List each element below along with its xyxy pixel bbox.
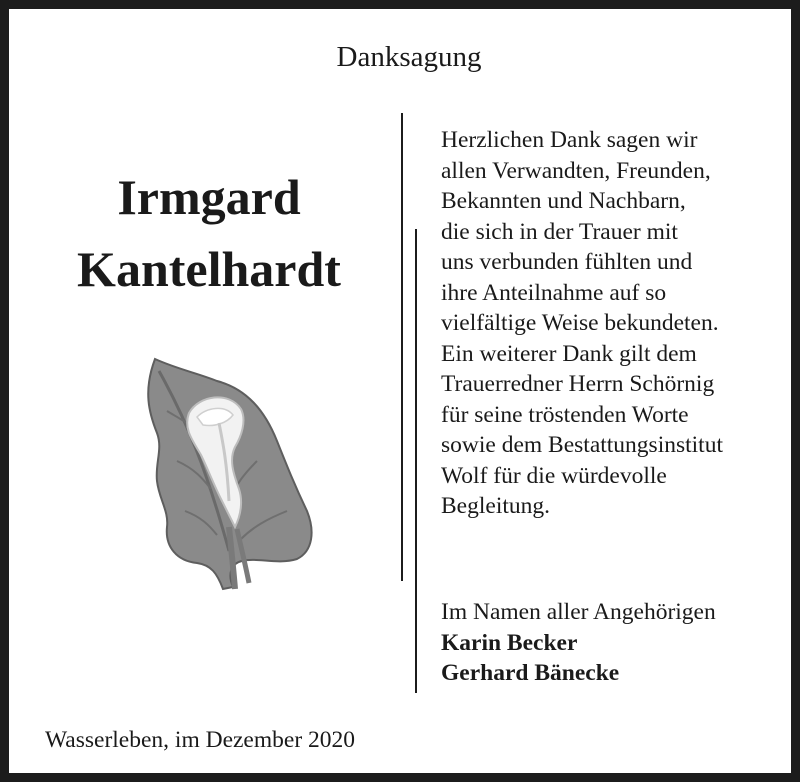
thanks-line: Wolf für die würdevolle [441, 462, 667, 489]
thanks-text [441, 125, 791, 522]
signoff-intro: Im Namen aller Angehörigen [441, 599, 716, 625]
signoff [441, 597, 791, 689]
thanks-line: Ein weiterer Dank gilt dem [441, 340, 697, 367]
thanks-line: allen Verwandten, Freunden, [441, 157, 711, 184]
deceased-first-name: Irmgard [117, 169, 301, 225]
calla-lily-icon [137, 351, 317, 593]
signoff-name: Gerhard Bänecke [441, 660, 620, 686]
deceased-last-name: Kantelhardt [77, 241, 341, 297]
thanks-line: Trauerredner Herrn Schörnig [441, 371, 715, 397]
divider-line-right [415, 229, 417, 693]
thanks-line: für seine tröstenden Worte [441, 401, 689, 428]
notice-heading: Danksagung [336, 41, 482, 73]
thanks-line: Herzlichen Dank sagen wir [441, 127, 698, 153]
signoff-name: Karin Becker [441, 629, 578, 656]
thanks-line: vielfältige Weise bekundeten. [441, 310, 719, 336]
thanks-line: Bekannten und Nachbarn, [441, 188, 686, 214]
place-date: Wasserleben, im Dezember 2020 [45, 727, 356, 753]
thanks-line: Begleitung. [441, 493, 550, 519]
thanks-line: die sich in der Trauer mit [441, 218, 678, 245]
thanks-line: sowie dem Bestattungsinstitut [441, 432, 723, 458]
thanks-line: uns verbunden fühlten und [441, 249, 693, 275]
divider-line-left [401, 113, 403, 581]
thanks-line: ihre Anteilnahme auf so [441, 279, 667, 306]
